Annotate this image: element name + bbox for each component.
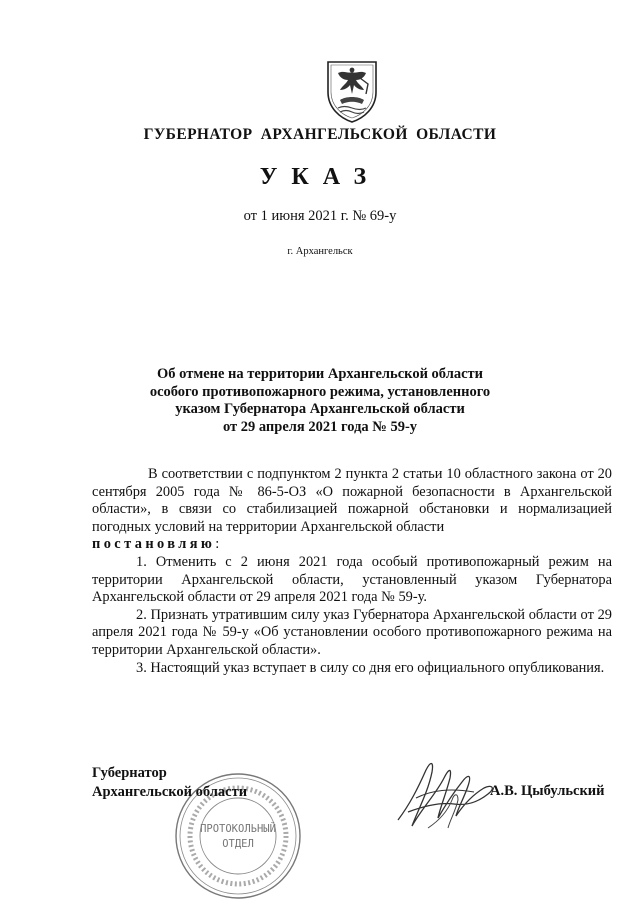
signatory-position <box>92 764 247 802</box>
subject-line: Об отмене на территории Архангельской области <box>156 366 483 382</box>
subject-line: указом Губернатора Архангельской области <box>175 401 465 418</box>
decree-word: постановляю <box>92 536 216 553</box>
intro-paragraph: В соответствии с подпунктом 2 пункта 2 статьи 10 областного закона от 20 сентября 2005 года № 86-5-ОЗ «О пожарной безопасности в Архангельской области», в связи со стабилизацией пожарной обстановки и нормализацией погодных условий на территории Архангельской области <box>92 466 612 535</box>
subject-line: от 29 апреля 2021 года № 59-у <box>222 418 418 435</box>
coat-of-arms-icon <box>324 58 380 124</box>
decree-line <box>92 536 612 554</box>
document-city: г. Архангельск <box>287 246 353 257</box>
stamp-text-line1: ПРОТОКОЛЬНЫЙ <box>200 823 276 835</box>
decree-colon: : <box>215 536 220 553</box>
subject-line: особого противопожарного режима, установленного <box>149 383 491 400</box>
signatory-position-line1: Губернатор <box>92 765 167 781</box>
decree-item-1: 1. Отменить с 2 июня 2021 года особый противопожарный режим на территории Архангельской области, установленный указом Губернатора Архангельской области от 29 апреля 2021 года № 59-у. <box>92 553 612 606</box>
document-subject <box>0 366 640 436</box>
decree-item-2: 2. Признать утратившим силу указ Губернатора Архангельской области от 29 апреля 2021 года № 59-у «Об установлении особого противопожарного режима на территории Архангельской области». <box>92 606 612 658</box>
document-body <box>92 466 612 677</box>
stamp-text-line2: ОТДЕЛ <box>222 838 254 850</box>
signatory-name: А.В. Цыбульский <box>490 783 605 799</box>
authority-title: ГУБЕРНАТОР АРХАНГЕЛЬСКОЙ ОБЛАСТИ <box>143 126 497 143</box>
document-date-number: от 1 июня 2021 г. № 69-у <box>243 208 397 224</box>
signatory-position-line2: Архангельской области <box>92 784 248 800</box>
document-type: УКАЗ <box>259 164 381 190</box>
handwritten-signature <box>388 748 504 838</box>
decree-item-3: 3. Настоящий указ вступает в силу со дня его официального опубликования. <box>136 659 605 676</box>
